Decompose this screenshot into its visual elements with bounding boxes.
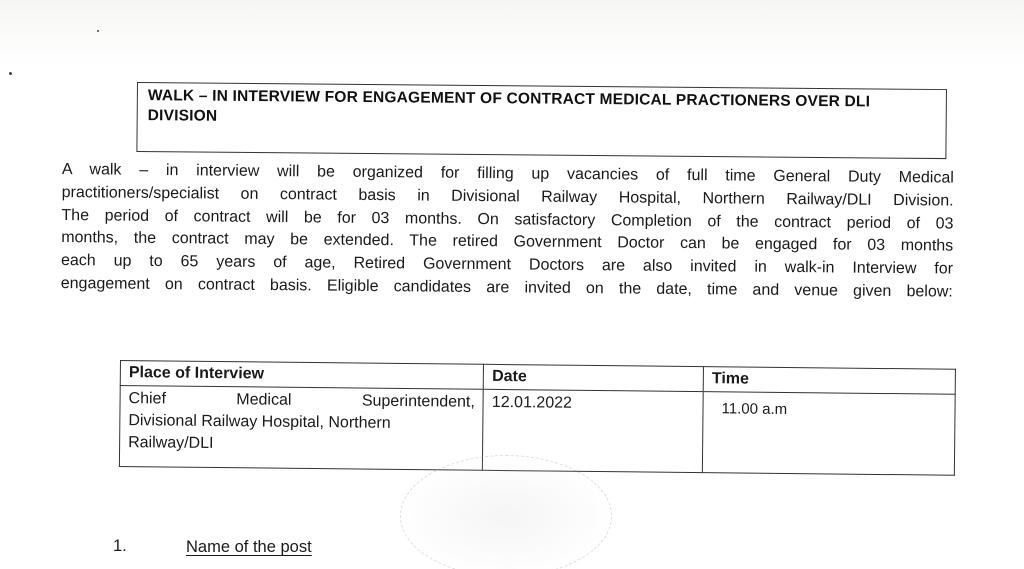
place-line-2: Divisional Railway Hospital, Northern bbox=[128, 412, 391, 432]
title-line-2: DIVISION bbox=[147, 107, 218, 125]
paragraph-line: months, the contract may be extended. The retired Government Doctor can be engaged for 03 months bbox=[61, 229, 954, 255]
paragraph-line: each up to 65 years of age, Retired Government Doctors are also invited in walk-in Interview for bbox=[60, 252, 954, 278]
place-line-3: Railway/DLI bbox=[128, 434, 214, 452]
header-place: Place of Interview bbox=[120, 361, 484, 390]
intro-paragraph bbox=[61, 159, 954, 304]
cell-date: 12.01.2022 bbox=[483, 389, 704, 472]
paragraph-line: A walk – in interview will be organized for filling up vacancies of full time General Duty Medical bbox=[61, 160, 954, 187]
title-box bbox=[136, 82, 947, 159]
cell-time: 11.00 a.m bbox=[702, 392, 955, 476]
place-line-1: Chief Medical Superintendent, bbox=[128, 390, 475, 411]
header-time: Time bbox=[703, 367, 955, 395]
document-title bbox=[148, 86, 943, 133]
paragraph-line: practitioners/specialist on contract basis in Divisional Railway Hospital, Northern Railway/DLI Division. bbox=[61, 183, 954, 210]
ink-speck bbox=[9, 72, 12, 75]
section-title: Name of the post bbox=[186, 538, 312, 556]
cell-place bbox=[119, 386, 483, 471]
header-date: Date bbox=[483, 364, 703, 391]
title-line-1: WALK – IN INTERVIEW FOR ENGAGEMENT OF CONTRACT MEDICAL PRACTIONERS OVER DLI bbox=[147, 87, 871, 111]
section-number: 1. bbox=[113, 537, 127, 555]
faded-stamp bbox=[400, 455, 612, 569]
paragraph-line: The period of contract will be for 03 months. On satisfactory Completion of the contract period of 03 bbox=[61, 206, 954, 233]
paragraph-line: engagement on contract basis. Eligible candidates are invited on the date, time and venue given below: bbox=[60, 274, 953, 301]
ink-speck bbox=[97, 30, 99, 32]
